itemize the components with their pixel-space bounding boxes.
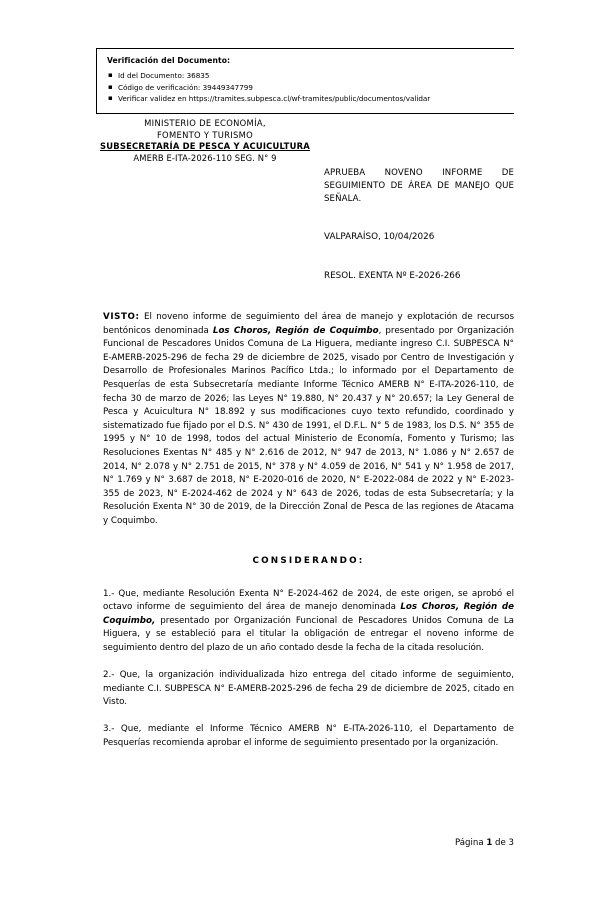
ministry-line-2: FOMENTO Y TURISMO (156, 129, 254, 140)
page-footer (455, 838, 514, 848)
visto-text-part-2: , presentado por Organización Funcional de Pescadores Unidos Comuna de La Higuera, mediante ingreso C.I. SUBPESCA N° E-AMERB-2025-296 de fecha 29 de diciembre de 2025, visado por Centro de Investigación y Desarrollo de Profesionales Marinos Pacífico Ltda.; lo informado por el Departamento de Pesquerías de esta Subsecretaría mediante Informe Técnico AMERB N° E-ITA-2026-110, de fecha 30 de marzo de 2026; las Leyes N° 19.880, N° 20.437 y N° 20.657; la Ley General de Pesca y Acuicultura N° 18.892 y sus modificaciones cuyo texto refundido, coordinado y sistematizado fue fijado por el D.S. N° 430 de 1991, el D.F.L. N° 5 de 1983, los D.S. N° 355 de 1995 y N° 10 de 1998, todos del actual Ministerio de Economía, Fomento y Turismo; las Resoluciones Exentas N° 485 y N° 2.616 de 2012, N° 947 de 2013, N° 1.086 y N° 2.657 de 2014, N° 2.078 y N° 2.751 de 2015, N° 378 y N° 4.059 de 2016, N° 541 y N° 1.958 de 2017, N° 1.769 y N° 3.687 de 2018, N° E-2020-016 de 2020, N° E-2022-084 de 2022 y N° E-2023-355 de 2023, N° E-2024-462 de 2024 y N° 643 de 2026, todas de esta Subsecretaría; y la Resolución Exenta N° 30 de 2019, de la Dirección Zonal de Pesca de las regiones de Atacama y Coquimbo. (103, 325, 514, 526)
subject-block: APRUEBA NOVENO INFORME DE SEGUIMIENTO DE ÁREA DE MANEJO QUE SEÑALA. (324, 168, 514, 204)
verification-item-label: Verificar validez en https://tramites.subpesca.cl/wf-tramites/public/documentos/validar (118, 94, 431, 103)
visto-emphasis-area-name: Los Choros, Región de Coquimbo (212, 325, 379, 336)
considerando-item-3: 3.- Que, mediante el Informe Técnico AMERB N° E-ITA-2026-110, el Departamento de Pesquerías recomienda aprobar el informe de seguimiento presentado por la organización. (103, 724, 514, 749)
verification-box (96, 48, 514, 114)
verification-title: Verificación del Documento: (107, 56, 231, 65)
amerb-reference-line: AMERB E-ITA-2026-110 SEG. N° 9 (133, 152, 277, 163)
visto-paragraph (103, 311, 514, 529)
verification-item-url (107, 93, 506, 105)
bullet-icon: ▪ (108, 94, 113, 102)
considerando-item-1-text-b: presentado por Organización Funcional de Pescadores Unidos Comuna de La Higuera, y se estableció para el titular la obligación de entregar el noveno informe de seguimiento dentro del plazo de un año contado desde la fecha de la citada resolución. (103, 615, 514, 653)
verification-item-label: Código de verificación: 39449347799 (118, 82, 253, 92)
considerando-item-1 (103, 588, 514, 656)
page-total: de 3 (492, 838, 514, 848)
considerando-item-1-emphasis: Los Choros, Región de Coquimbo, (103, 602, 514, 626)
resolution-number: RESOL. EXENTA Nº E-2026-266 (324, 271, 461, 281)
bullet-icon: ▪ (108, 82, 113, 91)
subsecretariat-line: SUBSECRETARÍA DE PESCA Y ACUICULTURA (100, 141, 310, 152)
verification-item-document-id (107, 70, 506, 82)
page-label: Página (454, 838, 487, 848)
place-date: VALPARAÍSO, 10/04/2026 (324, 232, 435, 242)
bullet-icon: ▪ (108, 71, 113, 79)
verification-item-label: Id del Documento: 36835 (118, 71, 210, 80)
document-body (103, 311, 514, 751)
verification-list (107, 70, 506, 105)
verification-item-code (107, 82, 506, 94)
page-current: 1 (486, 838, 493, 848)
visto-text-part-1: El noveno informe de seguimiento del área de manejo y explotación de recursos bentónicos denominada (103, 312, 514, 336)
considerando-heading: CONSIDERANDO: (252, 555, 365, 566)
considerando-item-1-text-a: 1.- Que, mediante Resolución Exenta N° E-2024-462 de 2024, de este origen, se aprobó el octavo informe de seguimiento del área de manejo denominada (103, 588, 514, 613)
ministry-line-1: MINISTERIO DE ECONOMÍA, (144, 118, 266, 128)
ministry-header (60, 118, 350, 164)
visto-label: VISTO: (103, 312, 140, 322)
considerando-item-2: 2.- Que, la organización individualizada hizo entrega del citado informe de seguimiento, mediante C.I. SUBPESCA N° E-AMERB-2025-296 de fecha 29 de diciembre de 2025, citado en Visto. (103, 670, 514, 708)
